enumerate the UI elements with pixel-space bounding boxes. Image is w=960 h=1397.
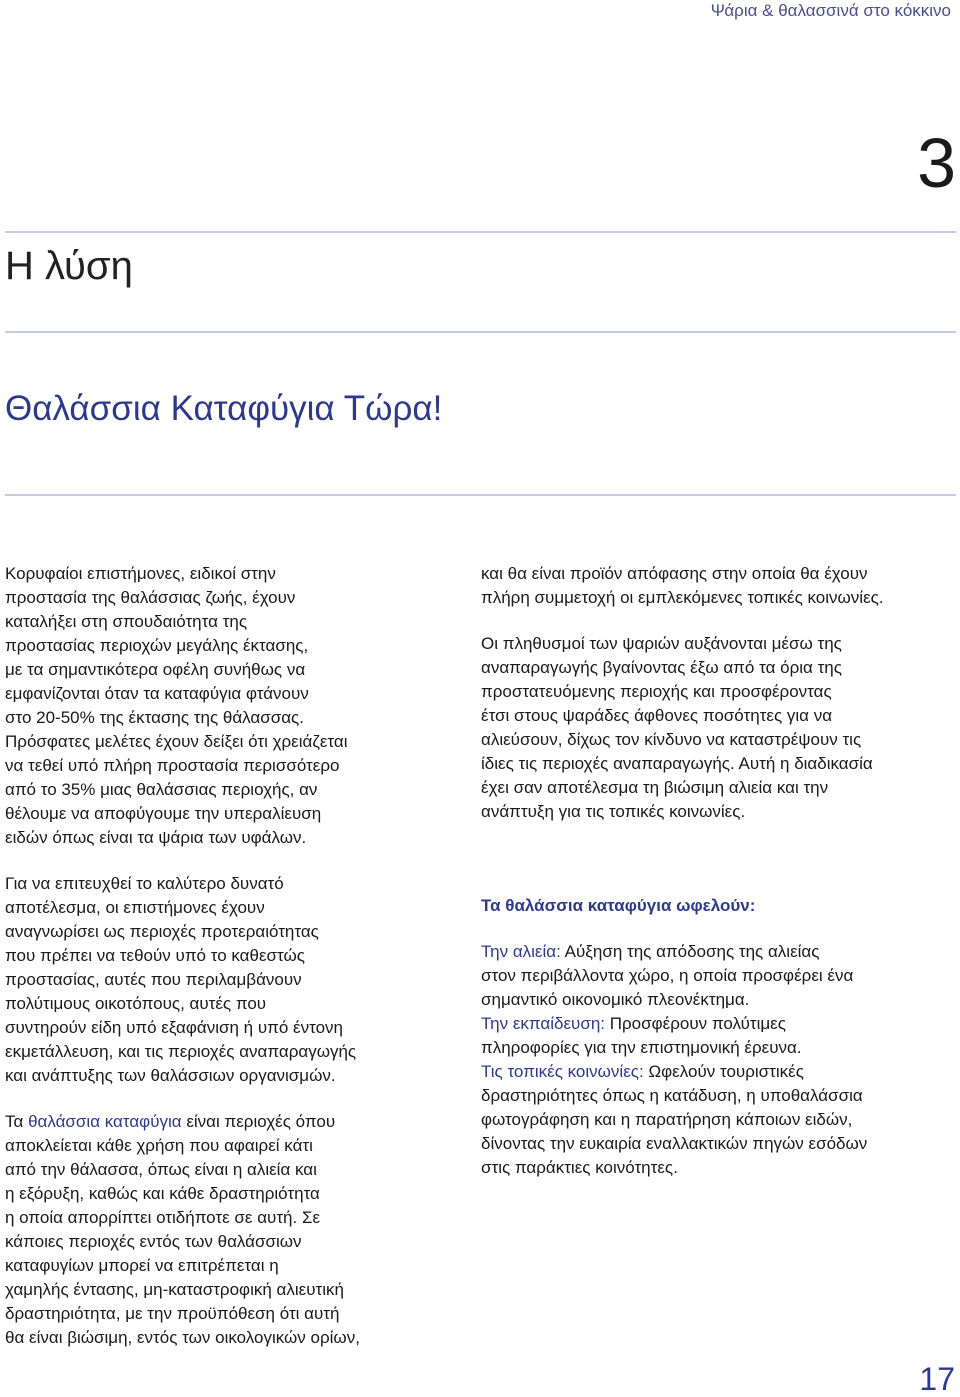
text-line: στις παράκτιες κοινότητες.: [481, 1158, 678, 1177]
benefit-label: Την εκπαίδευση:: [481, 1014, 605, 1033]
text-line: δίνοντας την ευκαιρία εναλλακτικών πηγών εσόδων: [481, 1134, 868, 1153]
text-line: αποτέλεσμα, οι επιστήμονες έχουν: [5, 898, 265, 917]
text-line: από το 35% μιας θαλάσσιας περιοχής, αν: [5, 780, 318, 799]
continuation-paragraph: [481, 562, 957, 610]
text-line: αποκλείεται κάθε χρήση που αφαιρεί κάτι: [5, 1136, 313, 1155]
text-line: προστασία της θαλάσσιας ζωής, έχουν: [5, 588, 296, 607]
text-line: θέλουμε να αποφύγουμε την υπεραλίευση: [5, 804, 322, 823]
text-line: Πρόσφατες μελέτες έχουν δείξει ότι χρειάζεται: [5, 732, 348, 751]
intro-paragraph: [5, 562, 465, 850]
text-line: αναγνωρίσει ως περιοχές προτεραιότητας: [5, 922, 319, 941]
fish-populations-paragraph: [481, 632, 957, 824]
text-line: έτσι στους ψαράδες άφθονες ποσότητες για να: [481, 706, 833, 725]
text-line: φωτογράφηση και η παρατήρηση κάποιων ειδών,: [481, 1110, 853, 1129]
text-line: από την θάλασσα, όπως είναι η αλιεία και: [5, 1160, 317, 1179]
text-line: [481, 1012, 957, 1036]
benefits-heading: Τα θαλάσσια καταφύγια ωφελούν:: [481, 896, 756, 915]
benefit-fishing: [481, 940, 957, 1012]
text-line: που πρέπει να τεθούν υπό το καθεστώς: [5, 946, 305, 965]
text-line: Κορυφαίοι επιστήμονες, ειδικοί στην: [5, 564, 276, 583]
text-fragment: είναι περιοχές όπου: [181, 1112, 336, 1131]
text-line: η εξόρυξη, καθώς και κάθε δραστηριότητα: [5, 1184, 320, 1203]
text-line: ειδών όπως είναι τα ψάρια των υφάλων.: [5, 828, 307, 847]
chapter-title: Η λύση: [5, 244, 133, 288]
text-line: στο 20-50% της έκτασης της θάλασσας.: [5, 708, 304, 727]
text-line: αναπαραγωγής βγαίνοντας έξω από τα όρια της: [481, 658, 842, 677]
chapter-number: 3: [917, 124, 956, 202]
text-line: χαμηλής έντασης, μη-καταστροφική αλιευτική: [5, 1280, 344, 1299]
text-line: [5, 1110, 465, 1134]
text-line: Οι πληθυσμοί των ψαριών αυξάνονται μέσω της: [481, 634, 842, 653]
text-line: η οποία απορρίπτει οτιδήποτε σε αυτή. Σε: [5, 1208, 321, 1227]
text-line: καταλήξει στη σπουδαιότητα της: [5, 612, 248, 631]
text-line: πολύτιμους οικοτόπους, αυτές που: [5, 994, 267, 1013]
benefit-education: [481, 1012, 957, 1060]
text-line: ανάπτυξη για τις τοπικές κοινωνίες.: [481, 802, 746, 821]
right-column: [481, 562, 957, 1180]
text-fragment: Ωφελούν τουριστικές: [643, 1062, 804, 1081]
benefit-label: Τις τοπικές κοινωνίες:: [481, 1062, 644, 1081]
divider-middle: [5, 331, 956, 333]
text-line: προστασίας περιοχών μεγάλης έκτασης,: [5, 636, 309, 655]
text-fragment: Αύξηση της απόδοσης της αλιείας: [560, 942, 820, 961]
divider-top: [5, 231, 956, 233]
text-line: ίδιες τις περιοχές αναπαραγωγής. Αυτή η διαδικασία: [481, 754, 873, 773]
text-line: και ανάπτυξης των θαλάσσιων οργανισμών.: [5, 1066, 336, 1085]
left-column: [5, 562, 465, 1350]
text-line: στον περιβάλλοντα χώρο, η οποία προσφέρει ένα: [481, 966, 854, 985]
text-line: κάποιες περιοχές εντός των θαλάσσιων: [5, 1232, 302, 1251]
text-line: πληροφορίες για την επιστημονική έρευνα.: [481, 1038, 802, 1057]
benefit-communities: [481, 1060, 957, 1180]
page-number: 17: [919, 1360, 955, 1397]
section-title: Θαλάσσια Καταφύγια Τώρα!: [5, 389, 443, 428]
text-fragment: Προσφέρουν πολύτιμες: [605, 1014, 786, 1033]
text-line: καταφυγίων μπορεί να επιτρέπεται η: [5, 1256, 279, 1275]
text-line: με τα σημαντικότερα οφέλη συνήθως να: [5, 660, 306, 679]
text-line: και θα είναι προϊόν απόφασης στην οποία θα έχουν: [481, 564, 868, 583]
divider-bottom: [5, 494, 956, 496]
marine-reserves-term: θαλάσσια καταφύγια: [28, 1112, 182, 1131]
text-line: [481, 1060, 957, 1084]
definition-paragraph: [5, 1110, 465, 1350]
running-head: Ψάρια & θαλασσινά στο κόκκινο: [710, 1, 951, 20]
priorities-paragraph: [5, 872, 465, 1088]
text-line: θα είναι βιώσιμη, εντός των οικολογικών ορίων,: [5, 1328, 360, 1347]
text-line: προστατευόμενης περιοχής και προσφέροντας: [481, 682, 832, 701]
text-line: προστασίας, αυτές που περιλαμβάνουν: [5, 970, 302, 989]
text-line: Για να επιτευχθεί το καλύτερο δυνατό: [5, 874, 284, 893]
text-line: έχει σαν αποτέλεσμα τη βιώσιμη αλιεία και την: [481, 778, 829, 797]
text-line: εμφανίζονται όταν τα καταφύγια φτάνουν: [5, 684, 309, 703]
text-line: συντηρούν είδη υπό εξαφάνιση ή υπό έντονη: [5, 1018, 344, 1037]
text-line: αλιεύσουν, δίχως τον κίνδυνο να καταστρέψουν τις: [481, 730, 862, 749]
text-line: δραστηριότητες όπως η κατάδυση, η υποθαλάσσια: [481, 1086, 863, 1105]
text-line: να τεθεί υπό πλήρη προστασία περισσότερο: [5, 756, 340, 775]
text-fragment: Τα: [5, 1112, 29, 1131]
text-line: δραστηριότητα, με την προϋπόθεση ότι αυτή: [5, 1304, 340, 1323]
text-line: πλήρη συμμετοχή οι εμπλεκόμενες τοπικές κοινωνίες.: [481, 588, 884, 607]
text-line: σημαντικό οικονομικό πλεονέκτημα.: [481, 990, 750, 1009]
text-line: εκμετάλλευση, και τις περιοχές αναπαραγωγής: [5, 1042, 357, 1061]
benefit-label: Την αλιεία:: [481, 942, 561, 961]
text-line: [481, 940, 957, 964]
